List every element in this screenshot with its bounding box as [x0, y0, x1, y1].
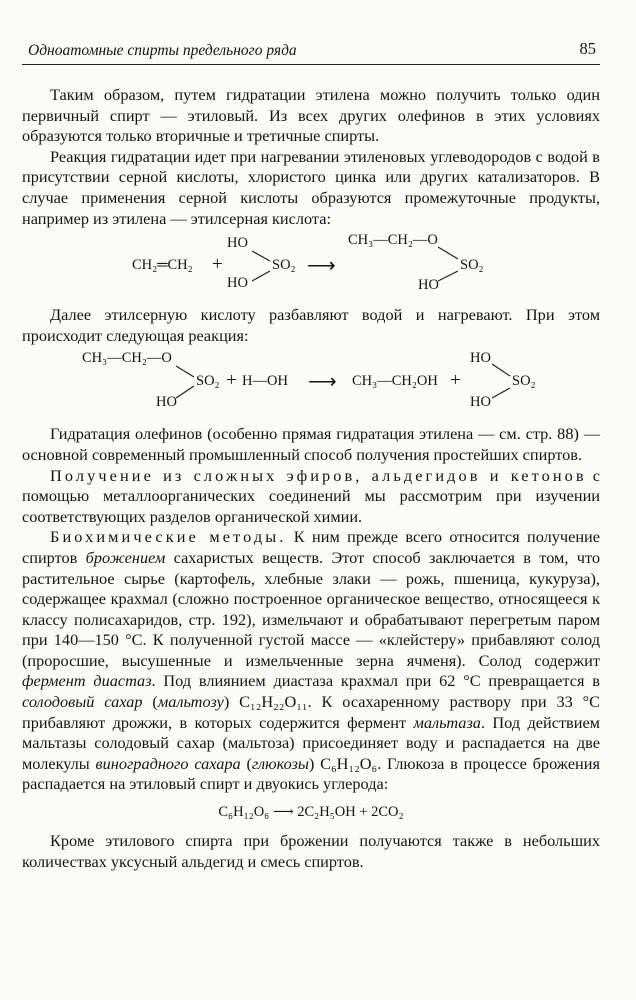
paragraph-2: Реакция гидратации идет при нагревании этиленовых углеводородов с водой в присутствии серной кислоты, хлористого цинка или других катализаторов. В случае применения серной кислоты образуются промежуточные продукты, например из этилена — этилсерная кислота:	[22, 146, 600, 228]
ethyl-sulfate-chain: CH₃—CH₂—O	[82, 350, 172, 367]
term-malt-sugar: солодовый сахар	[22, 692, 143, 712]
book-page	[22, 38, 600, 872]
product-so2: SO₂	[460, 257, 484, 274]
reaction-arrow: ⟶	[307, 255, 336, 278]
method-heading-biochemical: Биохимические методы.	[50, 527, 287, 547]
so2: SO₂	[196, 373, 220, 390]
paragraph-3: Далее этилсерную кислоту разбавляют водой и нагревают. При этом происходит следующая реакция:	[22, 305, 600, 345]
ethyl-sulfate-chain: CH₃—CH₂—O	[348, 232, 438, 249]
water: H—OH	[242, 373, 288, 390]
so2: SO₂	[272, 257, 296, 274]
ho-top: HO	[227, 235, 248, 252]
ethanol: CH₃—CH₂OH	[352, 373, 438, 390]
term-maltose: мальтозу	[157, 692, 224, 712]
paragraph-7: Кроме этилового спирта при брожении получаются также в небольших количествах уксусный альдегид и смесь спиртов.	[22, 831, 600, 871]
term-diastase: фермент диастаз	[22, 671, 152, 691]
equation-1	[22, 229, 600, 305]
running-title: Одноатомные спирты предельного ряда	[28, 42, 297, 59]
running-head	[22, 38, 600, 65]
ho-bottom: HO	[470, 394, 491, 411]
reaction-arrow: ⟶	[308, 371, 337, 394]
method-heading-esters: Получение из сложных эфиров, альдегидов и кетонов	[50, 465, 587, 485]
plus-sign-2: +	[450, 370, 461, 392]
ho: HO	[156, 394, 177, 411]
sulfuric-acid-so2: SO₂	[512, 373, 536, 390]
term-glucose: глюкозы	[251, 753, 309, 773]
plus-sign: +	[226, 370, 237, 392]
plus-sign: +	[212, 254, 223, 276]
equation-3: C₆H₁₂O₆ ⟶ 2C₂H₅OH + 2CO₂	[218, 804, 404, 821]
term-grape-sugar: виноградного сахара	[95, 753, 241, 773]
equation-2	[22, 346, 600, 420]
paragraph-6: Биохимические методы. К ним прежде всего относится получение спиртов брожением сахаристых веществ. Этот способ заключается в том, что растительное сырье (картофель, хлебные злаки — рожь, пшеница, кукуруза), содержащее крахмал (сложно построенное органическое вещество, относящееся к классу полисахаридов, стр. 192), измельчают и обрабатывают перегретым паром при 140—150 °С. К полученной густой массе — «клейстеру» прибавляют солод (проросшие, высушенные и измельченные зерна ячменя). Солод содержит фермент диастаз. Под влиянием диастаза крахмал при 62 °С превращается в солодовый сахар (мальтозу) C₁₂H₂₂O₁₁. К осахаренному раствору при 33 °С прибавляют дрожжи, в которых содержится фермент мальтаза. Под действием мальтазы солодовый сахар (мальтоза) присоединяет воду и распадается на две молекулы виноградного сахара (глюкозы) C₆H₁₂O₆. Глюкоза в процессе брожения распадается на этиловый спирт и двуокись углерода:	[22, 527, 601, 794]
product-ho: HO	[418, 277, 439, 294]
paragraph-5: Получение из сложных эфиров, альдегидов и кетонов с помощью металлоорганических соединений мы рассмотрим при изучении соответствующих разделов органической химии.	[22, 465, 601, 526]
page-number: 85	[579, 39, 596, 58]
ho-top: HO	[470, 350, 491, 367]
paragraph-4: Гидратация олефинов (особенно прямая гидратация этилена — см. стр. 88) — основной современный промышленный способ получения простейших спиртов.	[22, 424, 600, 464]
ethylene: CH₂═CH₂	[132, 257, 193, 274]
term-maltase: мальтаза	[413, 712, 481, 732]
ho-bottom: HO	[227, 275, 248, 292]
term-fermentation: брожением	[85, 547, 166, 567]
paragraph-1: Таким образом, путем гидратации этилена можно получить только один первичный спирт — этиловый. Из всех других олефинов в этих условиях образуются только вторичные и третичные спирты.	[22, 85, 600, 146]
